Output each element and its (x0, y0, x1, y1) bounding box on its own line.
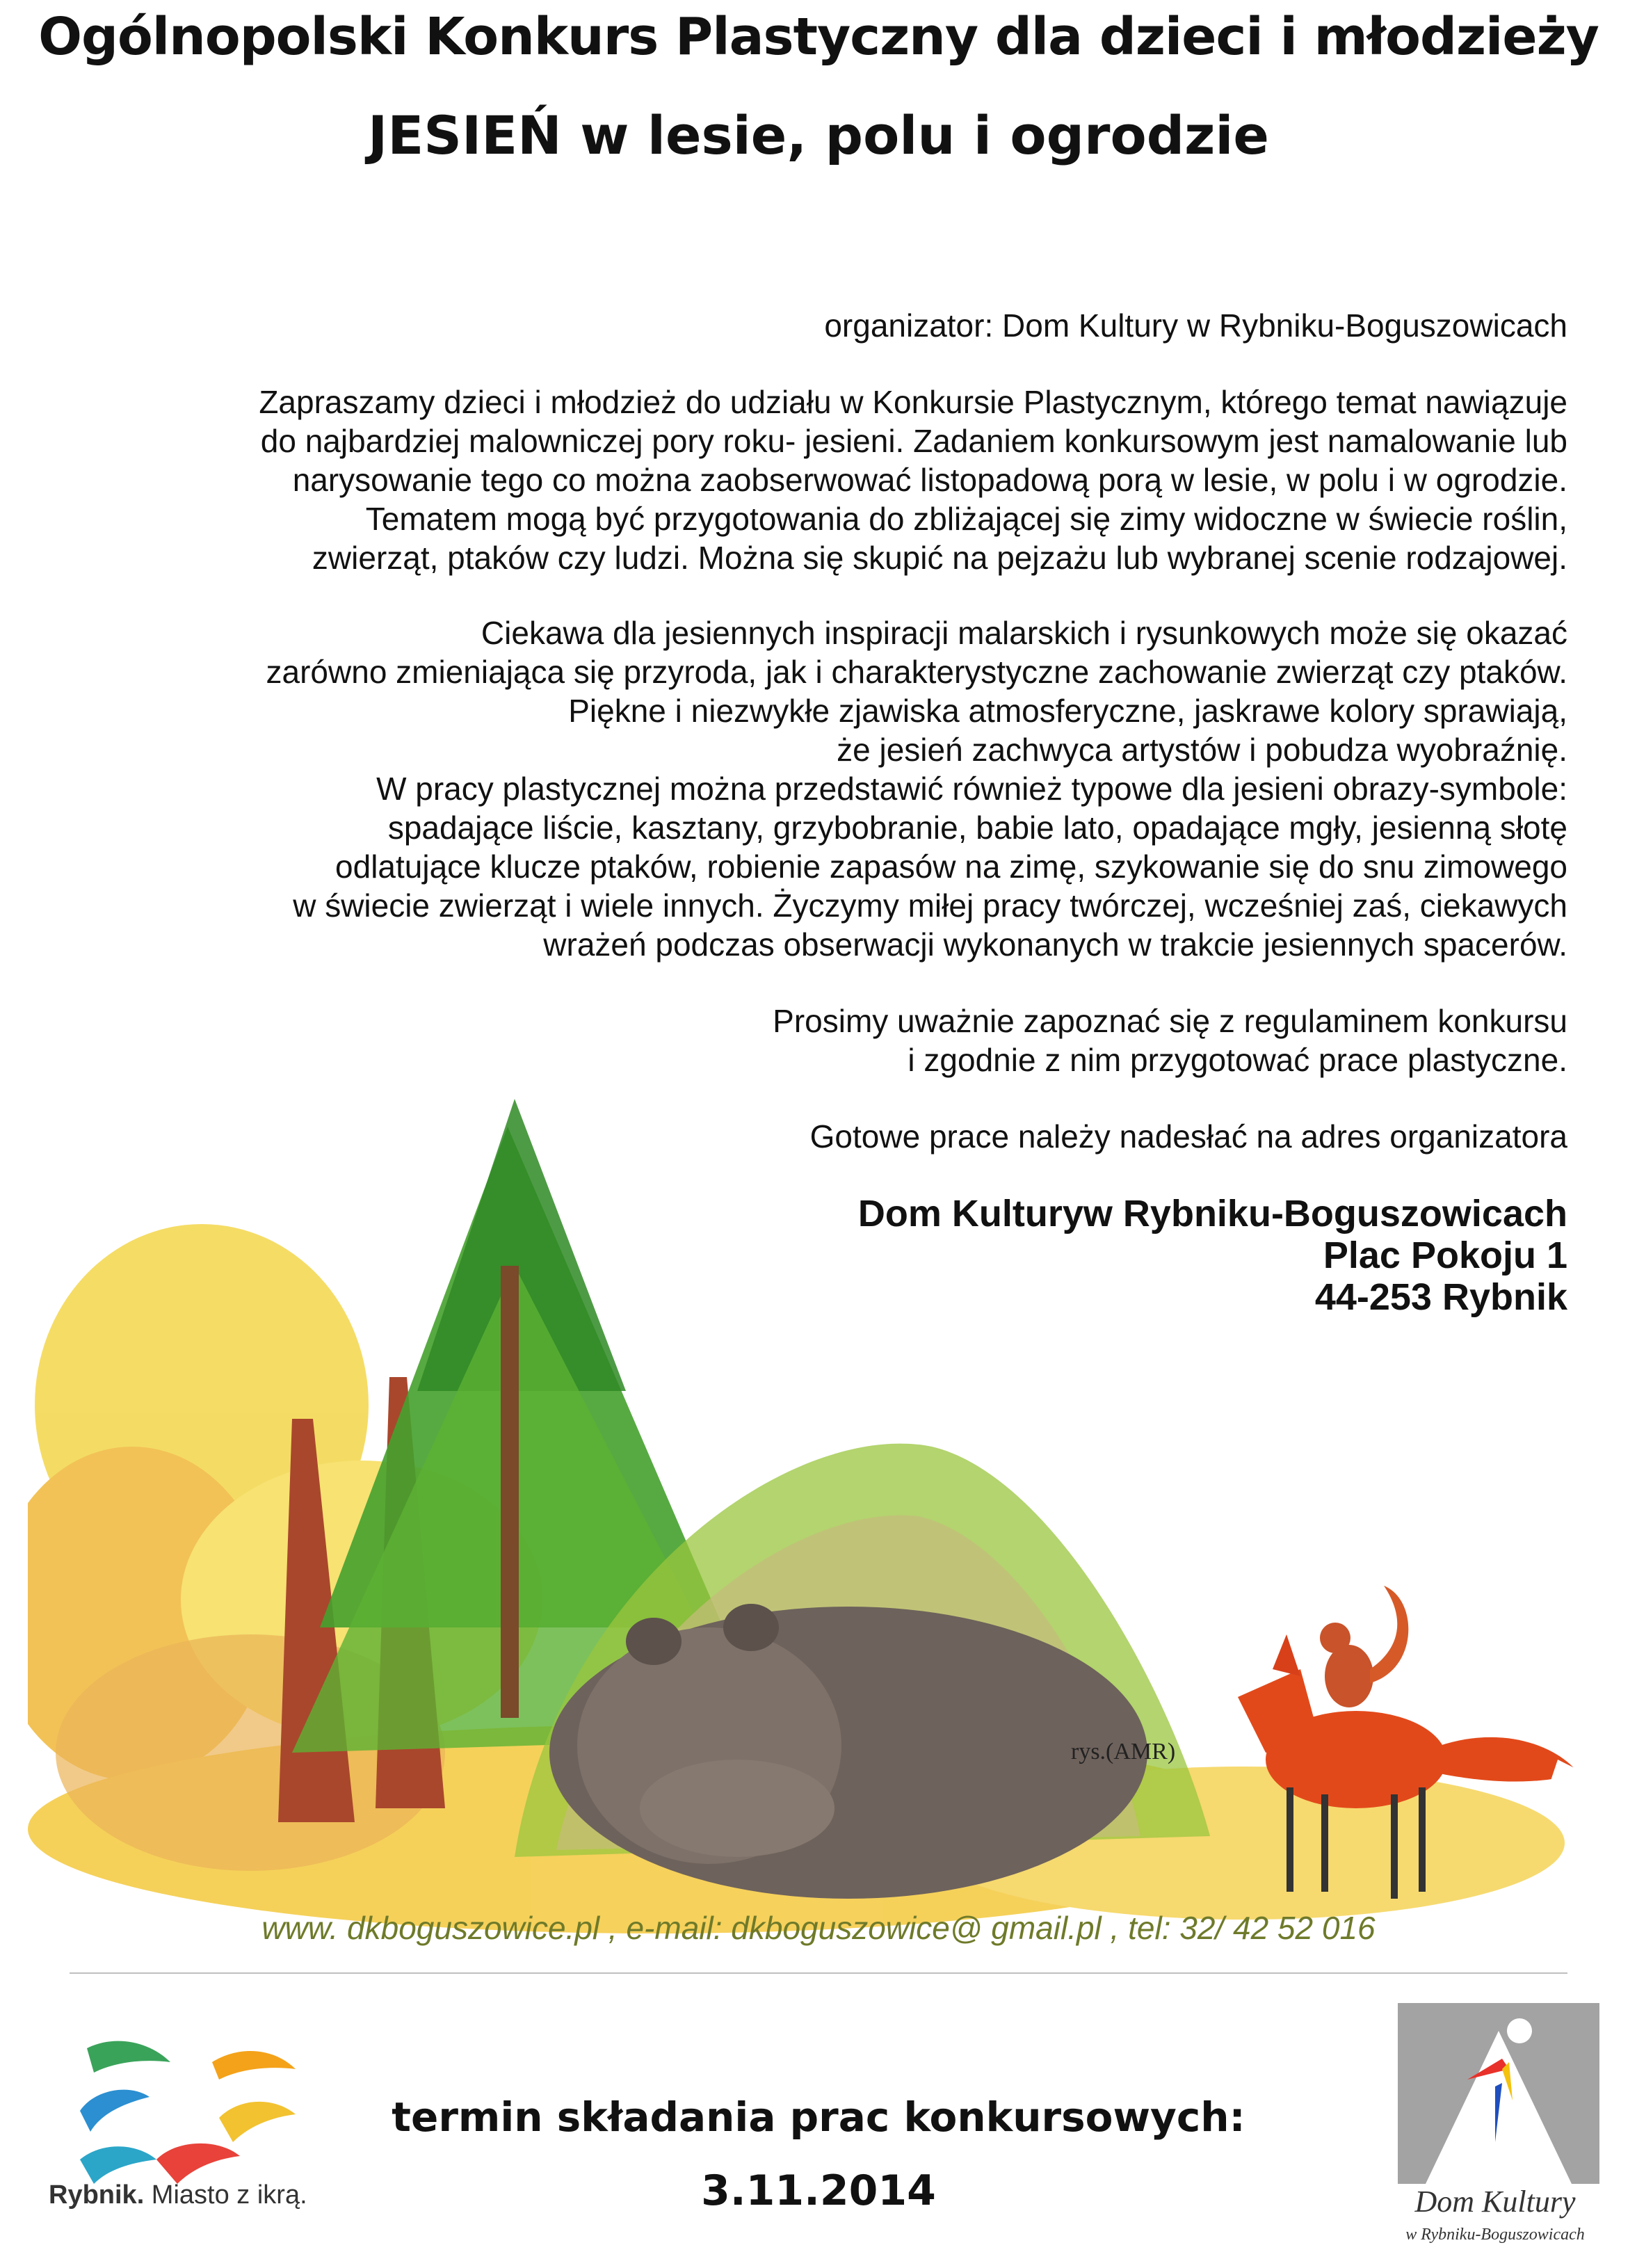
intro-paragraph (259, 383, 1567, 577)
paragraph-line: wrażeń podczas obserwacji wykonanych w trakcie jesiennych spacerów. (543, 926, 1567, 963)
poster-title: Ogólnopolski Konkurs Plastyczny dla dzieci i młodzieży (38, 7, 1599, 67)
address-line: 44-253 Rybnik (1314, 1276, 1567, 1318)
rybnik-logo-bold: Rybnik. (49, 2180, 145, 2210)
dom-kultury-logo-icon (1398, 2003, 1599, 2184)
rules-paragraph (773, 1002, 1567, 1079)
organizer-line (824, 306, 1567, 345)
paragraph-line: zwierząt, ptaków czy ludzi. Można się skupić na pejzażu lub wybranej scenie rodzajowej. (312, 540, 1567, 576)
paragraph-line: Ciekawa dla jesiennych inspiracji malarskich i rysunkowych może się okazać (481, 615, 1567, 651)
paragraph-line: spadające liście, kasztany, grzybobranie, babie lato, opadające mgły, jesienną słotę (387, 810, 1567, 846)
paragraph-line: odlatujące klucze ptaków, robienie zapasów na zimę, szykowanie się do snu zimowego (335, 849, 1567, 885)
poster-subtitle: JESIEŃ w lesie, polu i ogrodzie (368, 104, 1269, 166)
paragraph-line: i zgodnie z nim przygotować prace plastyczne. (908, 1042, 1567, 1078)
contact-info: www. dkboguszowice.pl , e-mail: dkboguszowice@ gmail.pl , tel: 32/ 42 52 016 (261, 1910, 1376, 1946)
address-line: Dom Kulturyw Rybniku-Boguszowicach (857, 1193, 1567, 1234)
paragraph-line: Zapraszamy dzieci i młodzież do udziału w Konkursie Plastycznym, którego temat nawiązuje (259, 384, 1567, 420)
deadline-date: 3.11.2014 (701, 2166, 936, 2215)
deadline-label: termin składania prac konkursowych: (392, 2093, 1245, 2141)
squirrel-illustration (1320, 1586, 1408, 1707)
paragraph-line: Tematem mogą być przygotowania do zbliżającej się zimy widoczne w świecie roślin, (365, 501, 1567, 537)
paragraph-line: w świecie zwierząt i wiele innych. Życzymy miłej pracy twórczej, wcześniej zaś, ciekawych (293, 887, 1567, 924)
organizer-text: organizator: Dom Kultury w Rybniku-Boguszowicach (824, 307, 1567, 344)
rybnik-logo-slogan: Miasto z ikrą. (144, 2180, 307, 2210)
paragraph-line: że jesień zachwyca artystów i pobudza wyobraźnię. (837, 732, 1567, 768)
send-to-text: Gotowe prace należy nadesłać na adres organizatora (809, 1118, 1567, 1155)
send-to-line (810, 1117, 1567, 1156)
paragraph-line: do najbardziej malowniczej pory roku- jesieni. Zadaniem konkursowym jest namalowanie lub (260, 423, 1567, 459)
paragraph-line: narysowanie tego co można zaobserwować listopadową porą w lesie, w polu i w ogrodzie. (292, 462, 1567, 498)
paragraph-line: zarówno zmieniająca się przyroda, jak i charakterystyczne zachowanie zwierząt czy ptaków. (266, 654, 1567, 690)
paragraph-line: W pracy plastycznej można przedstawić również typowe dla jesieni obrazy-symbole: (376, 771, 1567, 807)
illustration-signature: rys.(AMR) (1071, 1739, 1176, 1764)
paragraph-line: Prosimy uważnie zapoznać się z regulaminem konkursu (773, 1003, 1567, 1039)
paragraph-line: Piękne i niezwykłe zjawiska atmosferyczne, jaskrawe kolory sprawiają, (568, 693, 1567, 729)
footer-divider (70, 1972, 1567, 1974)
organizer-address (858, 1193, 1567, 1318)
inspiration-paragraph (266, 613, 1567, 964)
dom-kultury-logo-subtitle: w Rybniku-Boguszowicach (1405, 2226, 1585, 2244)
dom-kultury-logo-name: Dom Kultury (1414, 2185, 1576, 2219)
address-line: Plac Pokoju 1 (1323, 1234, 1567, 1276)
